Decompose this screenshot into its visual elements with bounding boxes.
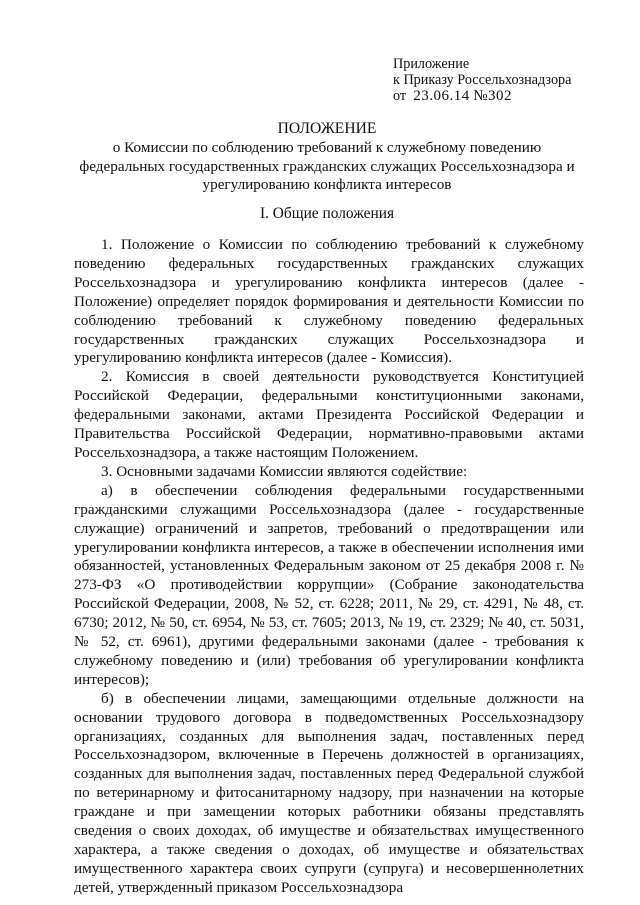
paragraph-2: 2. Комиссия в своей деятельности руководствуется Конституцией Российской Федерации, федеральными конституционными законами, федеральными законами, актами Президента Российской Федерации и Правительства Российской Федерации, нормативно-правовыми актами Россельхознадзора, а также настоящим Положением. <box>74 368 584 461</box>
document-heading: ПОЛОЖЕНИЕ <box>277 120 377 137</box>
section-heading: I. Общие положения <box>259 205 395 222</box>
appendix-date: 23.06.14 <box>413 88 470 105</box>
appendix-date-line <box>393 88 623 104</box>
paragraph-3: 3. Основными задачами Комиссии являются содействие: <box>101 462 468 480</box>
appendix-header <box>393 56 623 105</box>
paragraph-1: 1. Положение о Комиссии по соблюдению требований к служебному поведению федеральных государственных гражданских служащих Россельхознадзора и урегулированию конфликта интересов (далее - Положение) определяет порядок формирования и деятельности Комиссии по соблюдению требований к служебному поведению федеральных государственных гражданских служащих Россельхознадзора и урегулированию конфликта интересов (далее - Комиссия). <box>74 236 584 367</box>
document-body <box>74 236 584 898</box>
appendix-order-reference: к Приказу Россельхознадзора <box>393 72 572 89</box>
paragraph-3a: а) в обеспечении соблюдения федеральными государственными гражданскими служащими Россельхознадзора (далее - государственные служащие) ограничений и запретов, требований о предотвращении или урегулировании конфликта интересов, а также в обеспечении исполнения ими обязанностей, установленных Федеральным законом от 25 декабря 2008 г. № 273-ФЗ «О противодействии коррупции» (Собрание законодательства Российской Федерации, 2008, № 52, ст. 6228; 2011, № 29, ст. 4291, № 48, ст. 6730; 2012, № 50, ст. 6954, № 53, ст. 7605; 2013, № 19, ст. 2329; № 40, ст. 5031, № 52, ст. 6961), другими федеральными законами (далее - требования к служебному поведению и (или) требования об урегулировании конфликта интересов); <box>74 481 584 688</box>
appendix-label: Приложение <box>393 56 470 72</box>
document-title-block <box>70 119 584 195</box>
appendix-date-prefix: от <box>393 88 407 105</box>
appendix-number: №302 <box>473 88 513 105</box>
paragraph-3b: б) в обеспечении лицами, замещающими отдельные должности на основании трудового договора в подведомственных Россельхознадзору организациях, созданных для выполнения задач, поставленных перед Россельхознадзором, включенные в Перечень должностей в организациях, созданных для выполнения задач, поставленных перед Федеральной службой по ветеринарному и фитосанитарному надзору, при назначении на которые граждане и при замещении которых работники обязаны представлять сведения о своих доходах, об имуществе и обязательствах имущественного характера, а также сведения о доходах, об имуществе и обязательствах имущественного характера своих супруги (супруга) и несовершеннолетних детей, утвержденный приказом Россельхознадзора <box>74 689 584 896</box>
document-subtitle: о Комиссии по соблюдению требований к служебному поведению федеральных государственных гражданских служащих Россельхознадзора и урегулированию конфликта интересов <box>79 139 575 194</box>
